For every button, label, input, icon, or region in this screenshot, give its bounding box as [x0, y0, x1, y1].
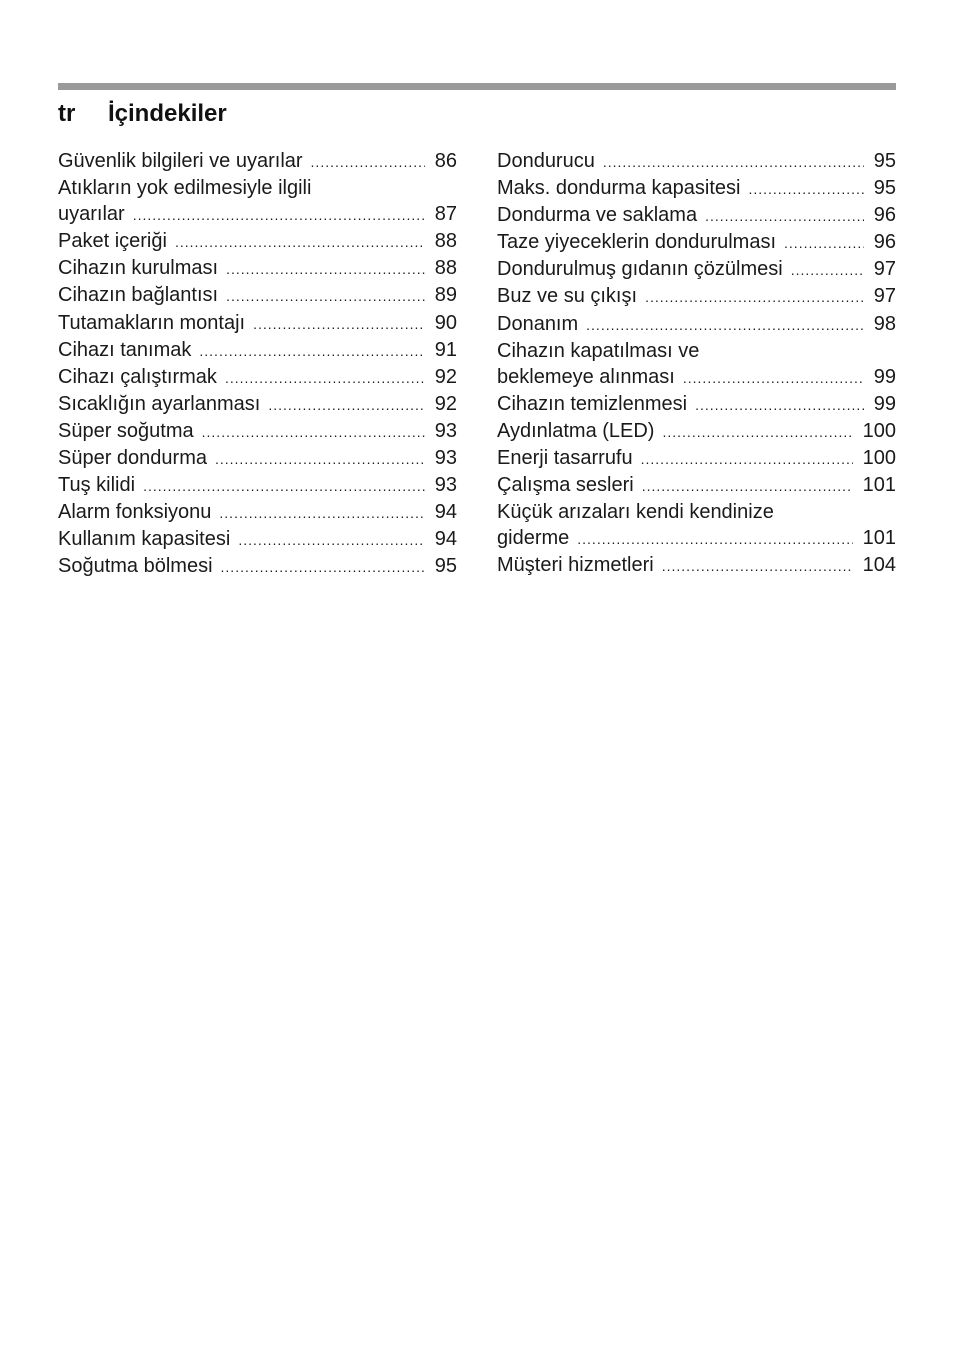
toc-entry-title: Soğutma bölmesi: [58, 555, 213, 578]
dot-leader: [791, 257, 864, 283]
toc-entry[interactable]: [58, 418, 457, 445]
toc-entry[interactable]: [58, 228, 457, 255]
toc-entry-page-number: 101: [862, 474, 896, 497]
dot-leader: [642, 473, 853, 499]
page-heading: [58, 100, 227, 132]
toc-entry-page-number: 87: [434, 203, 457, 226]
toc-entry-title: Cihazın temizlenmesi: [497, 392, 688, 415]
dot-leader: [683, 365, 864, 391]
dot-leader: [226, 256, 425, 282]
toc-entry[interactable]: [58, 337, 457, 364]
toc-entry-page-number: 94: [434, 501, 457, 524]
toc-entry[interactable]: [58, 526, 457, 553]
toc-entry-title: Taze yiyeceklerin dondurulması: [497, 231, 777, 254]
toc-entry-title: Çalışma sesleri: [497, 474, 634, 497]
toc-entry-title-line1: Atıkların yok edilmesiyle ilgili: [58, 177, 312, 200]
toc-entry[interactable]: [58, 499, 457, 526]
toc-entry-page-number: 92: [434, 365, 457, 388]
toc-entry-page-number: 99: [873, 392, 896, 415]
toc-entry-title: Maks. dondurma kapasitesi: [497, 177, 741, 200]
toc-entry-page-number: 97: [873, 258, 896, 281]
toc-entry[interactable]: [58, 310, 457, 337]
dot-leader: [225, 365, 425, 391]
dot-leader: [175, 229, 425, 255]
toc-entry-page-number: 90: [434, 311, 457, 334]
toc-entry-title: Cihazı çalıştırmak: [58, 365, 217, 388]
toc-entry-page-number: 91: [434, 338, 457, 361]
toc-entry-page-number: 95: [434, 555, 457, 578]
toc-entry-title: Süper dondurma: [58, 447, 207, 470]
toc-entry[interactable]: [497, 175, 896, 202]
toc-entry-page-number: 94: [434, 528, 457, 551]
toc-entry-title: Sıcaklığın ayarlanması: [58, 392, 261, 415]
dot-leader: [586, 312, 864, 338]
dot-leader: [253, 311, 425, 337]
toc-entry-page-number: 93: [434, 447, 457, 470]
toc-entry-page-number: 97: [873, 285, 896, 308]
toc-entry[interactable]: [497, 311, 896, 338]
toc-entry-page-number: 98: [873, 312, 896, 335]
toc-entry-title: Kullanım kapasitesi: [58, 528, 231, 551]
toc-entry-title: Müşteri hizmetleri: [497, 554, 654, 577]
toc-entry[interactable]: [497, 445, 896, 472]
toc-entry[interactable]: [58, 364, 457, 391]
dot-leader: [133, 202, 425, 228]
toc-entry-title: Aydınlatma (LED): [497, 419, 655, 442]
toc-entry-page-number: 96: [873, 204, 896, 227]
toc-entry-title: Buz ve su çıkışı: [497, 285, 638, 308]
toc-entry-page-number: 104: [862, 554, 896, 577]
toc-entry-title: Cihazın kurulması: [58, 257, 219, 280]
dot-leader: [238, 527, 424, 553]
toc-entry-page-number: 89: [434, 284, 457, 307]
toc-entry[interactable]: [58, 282, 457, 309]
toc-entry[interactable]: [58, 553, 457, 580]
toc-entry[interactable]: [497, 256, 896, 283]
dot-leader: [221, 554, 425, 580]
toc-entry-title: Cihazın bağlantısı: [58, 284, 219, 307]
toc-entry-title: Süper soğutma: [58, 419, 194, 442]
toc-entry[interactable]: [58, 255, 457, 282]
dot-leader: [268, 392, 424, 418]
toc-entry-title: Güvenlik bilgileri ve uyarılar: [58, 150, 303, 172]
toc-entry-page-number: 95: [873, 177, 896, 200]
toc-entry[interactable]: [497, 229, 896, 256]
toc-right-column: [497, 148, 896, 580]
toc-entry[interactable]: [58, 445, 457, 472]
dot-leader: [202, 419, 425, 445]
toc-entry-title: Alarm fonksiyonu: [58, 501, 212, 524]
toc-entry[interactable]: [58, 391, 457, 418]
toc-entry[interactable]: [497, 499, 896, 552]
toc-entry-title: giderme: [497, 527, 570, 550]
toc-entry-title: Tutamakların montajı: [58, 311, 246, 334]
toc-entry-page-number: 88: [434, 230, 457, 253]
toc-entry-title: Cihazı tanımak: [58, 338, 192, 361]
dot-leader: [199, 338, 424, 364]
toc-entry-page-number: 95: [873, 150, 896, 172]
toc-entry-title: Enerji tasarrufu: [497, 447, 633, 470]
dot-leader: [219, 500, 424, 526]
toc-entry-page-number: 96: [873, 231, 896, 254]
toc-entry[interactable]: [58, 472, 457, 499]
toc-entry[interactable]: [497, 552, 896, 579]
toc-entry-page-number: 100: [862, 447, 896, 470]
toc-entry[interactable]: [497, 202, 896, 229]
dot-leader: [215, 446, 425, 472]
toc-entry-title: Dondurulmuş gıdanın çözülmesi: [497, 258, 783, 281]
dot-leader: [577, 526, 852, 552]
toc-entry-page-number: 93: [434, 419, 457, 442]
toc-entry-title: uyarılar: [58, 203, 125, 226]
toc-entry-title: Dondurucu: [497, 150, 595, 172]
dot-leader: [662, 553, 853, 579]
dot-leader: [143, 473, 425, 499]
toc-entry[interactable]: [58, 175, 457, 228]
toc-entry-page-number: 101: [862, 527, 896, 550]
toc-left-column: [58, 148, 457, 581]
toc-entry[interactable]: [497, 472, 896, 499]
language-code: tr: [58, 100, 76, 127]
toc-entry[interactable]: [497, 391, 896, 418]
toc-entry-title: beklemeye alınması: [497, 365, 675, 388]
toc-entry[interactable]: [497, 338, 896, 391]
page-title: İçindekiler: [108, 100, 227, 127]
dot-leader: [695, 392, 864, 418]
dot-leader: [226, 283, 425, 309]
toc-entry-page-number: 92: [434, 392, 457, 415]
toc-entry[interactable]: [497, 148, 896, 175]
toc-entry-page-number: 99: [873, 365, 896, 388]
toc-entry-title: Tuş kilidi: [58, 474, 136, 497]
dot-leader: [311, 149, 425, 175]
toc-entry[interactable]: [497, 283, 896, 310]
toc-entry[interactable]: [58, 148, 457, 175]
dot-leader: [641, 446, 853, 472]
toc-entry-title-line1: Cihazın kapatılması ve: [497, 339, 700, 362]
top-rule: [58, 83, 896, 90]
toc-entry-page-number: 86: [434, 150, 457, 172]
toc-entry-page-number: 93: [434, 474, 457, 497]
dot-leader: [784, 230, 864, 256]
dot-leader: [705, 203, 864, 229]
toc-entry-title: Dondurma ve saklama: [497, 204, 698, 227]
toc-entry-title: Donanım: [497, 312, 579, 335]
dot-leader: [645, 284, 864, 310]
toc-entry[interactable]: [497, 418, 896, 445]
toc-entry-title: Paket içeriği: [58, 230, 167, 253]
dot-leader: [748, 176, 863, 202]
toc-entry-page-number: 88: [434, 257, 457, 280]
toc-entry-page-number: 100: [862, 419, 896, 442]
dot-leader: [603, 149, 864, 175]
dot-leader: [662, 419, 852, 445]
toc-entry-title-line1: Küçük arızaları kendi kendinize: [497, 501, 774, 524]
